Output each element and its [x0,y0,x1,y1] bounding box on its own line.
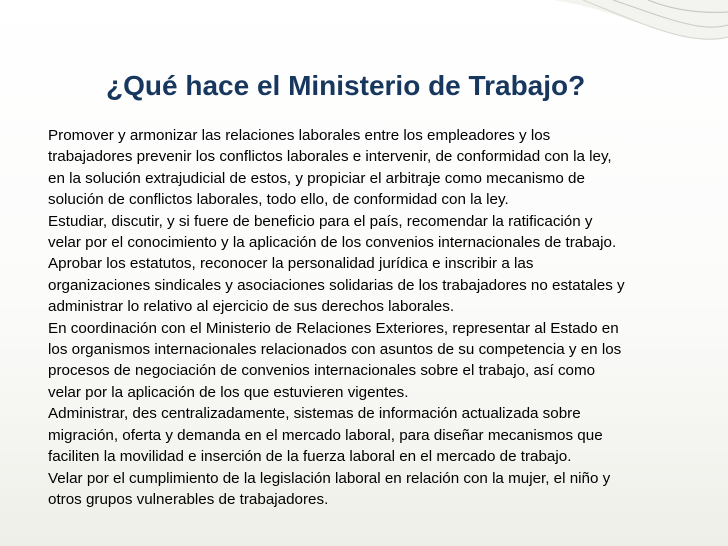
text-line: procesos de negociación de convenios internacionales sobre el trabajo, así como [48,362,596,380]
text-line: Aprobar los estatutos, reconocer la personalidad jurídica e inscribir a las [48,255,534,273]
slide-title: ¿Qué hace el Ministerio de Trabajo? [106,70,586,101]
text-line: administrar lo relativo al ejercicio de sus derechos laborales. [48,298,455,316]
text-line: velar por el conocimiento y la aplicación de los convenios internacionales de trabajo. [48,234,617,252]
text-line: Velar por el cumplimiento de la legislación laboral en relación con la mujer, el niño y [48,469,611,487]
slide-body [48,125,688,510]
paragraph-coordinacion [48,318,688,404]
corner-wave-decoration [553,0,728,60]
text-line: Administrar, des centralizadamente, sistemas de información actualizada sobre [48,405,581,423]
text-line: los organismos internacionales relacionados con asuntos de su competencia y en los [48,341,622,359]
text-line: organizaciones sindicales y asociaciones solidarias de los trabajadores no estatales y [48,276,625,294]
text-line: velar por la aplicación de los que estuvieren vigentes. [48,383,409,401]
paragraph-promover [48,125,688,211]
text-line: Estudiar, discutir, y si fuere de beneficio para el país, recomendar la ratificación y [48,212,593,230]
text-line: solución de conflictos laborales, todo ello, de conformidad con la ley. [48,191,509,209]
text-line: trabajadores prevenir los conflictos laborales e intervenir, de conformidad con la ley, [48,148,612,166]
text-line: faciliten la movilidad e inserción de la fuerza laboral en el mercado de trabajo. [48,448,572,466]
paragraph-estudiar [48,211,688,254]
paragraph-velar [48,468,688,511]
text-line: Promover y armonizar las relaciones laborales entre los empleadores y los [48,127,551,144]
text-line: migración, oferta y demanda en el mercado laboral, para diseñar mecanismos que [48,426,603,444]
text-line: en la solución extrajudicial de estos, y propiciar el arbitraje como mecanismo de [48,169,585,187]
text-line: En coordinación con el Ministerio de Relaciones Exteriores, representar al Estado en [48,319,619,337]
paragraph-aprobar [48,253,688,317]
paragraph-administrar [48,403,688,467]
text-line: otros grupos vulnerables de trabajadores. [48,490,329,508]
